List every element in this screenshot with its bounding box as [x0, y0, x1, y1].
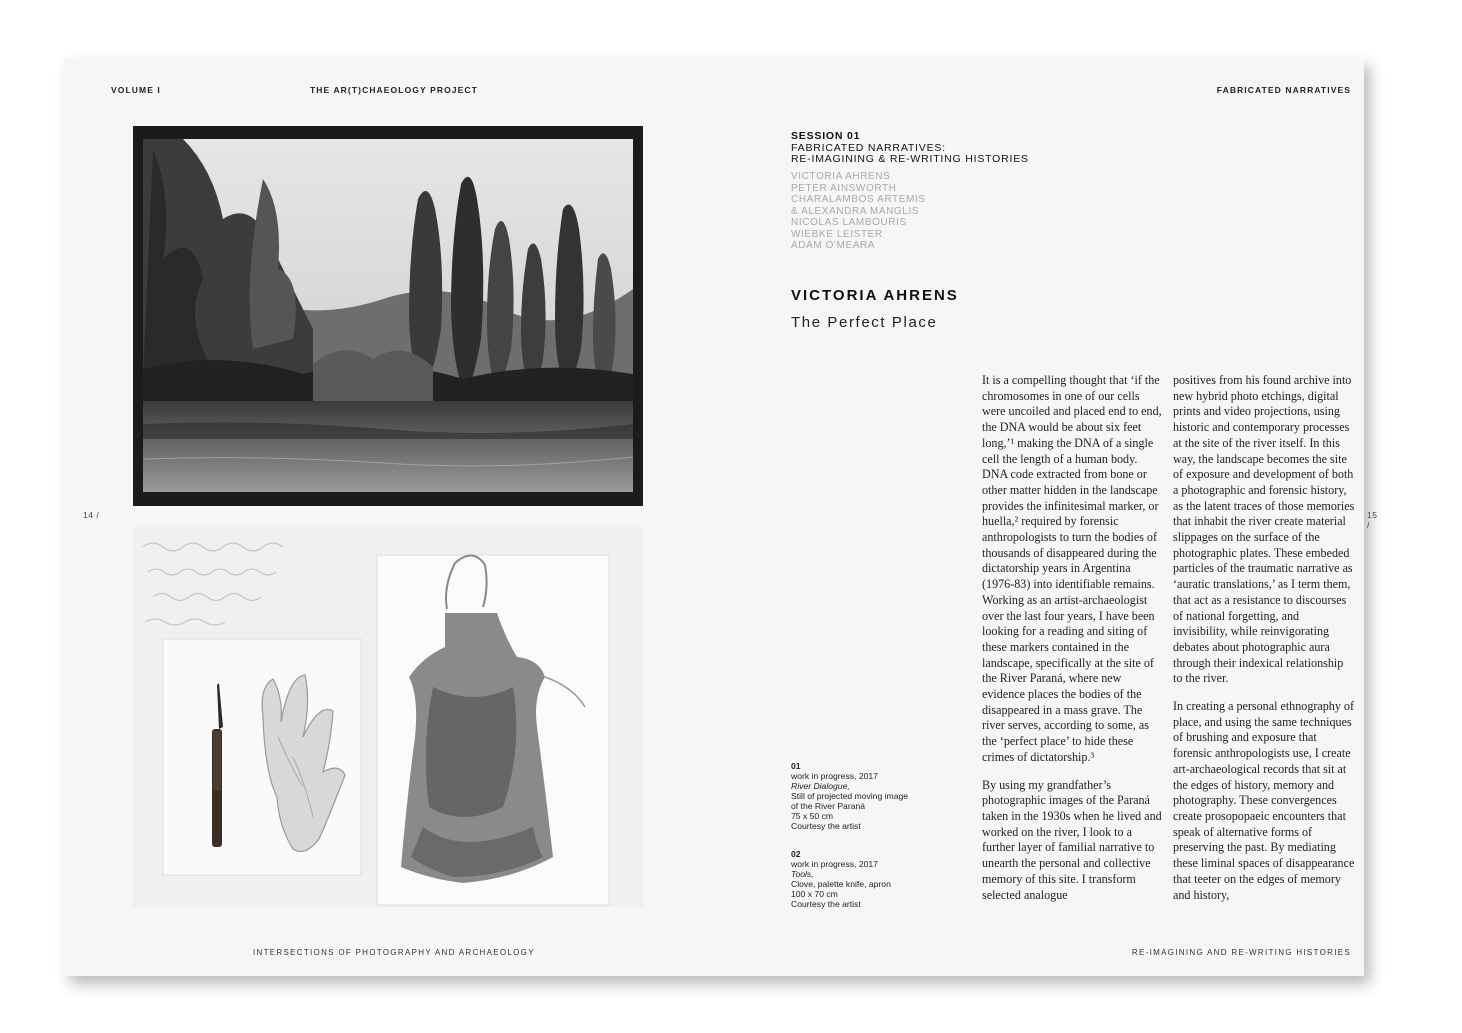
caption-line: 100 x 70 cm — [791, 889, 838, 899]
photo-river-landscape — [133, 126, 643, 506]
running-head-project: THE AR(T)CHAEOLOGY PROJECT — [310, 85, 478, 95]
body-paragraph: It is a compelling thought that ‘if the chromosomes in one of our cells were uncoiled and placed end to end, the DNA would be about six feet long,’¹ making the DNA of a single cell the length of a human body. DNA code extracted from bone or other matter hidden in the landscape provides the infinitesimal marker, or huella,² required by forensic anthropologists to turn the bodies of thousands of disappeared during the dictatorship years in Argentina (1976-83) into identifiable remains. Working as an artist-archaeologist over the last four years, I have been looking for a reading and siting of these markers contained in the landscape, specifically at the site of the River Paraná, where new evidence places the bodies of the disappeared in a mass grave. The river serves, according to some, as the ‘perfect place’ to hide these crimes of dictatorship.³ — [982, 373, 1162, 764]
session-author: NICOLAS LAMBOURIS — [791, 217, 907, 228]
running-foot-left: INTERSECTIONS OF PHOTOGRAPHY AND ARCHAEOLOGY — [253, 948, 535, 957]
body-paragraph: In creating a personal ethnography of place, and using the same techniques of brushing and exposure that forensic anthropologists use, I create art-archaeological records that sit at the edges of history, memory and photography. These convergences create prosopopaeic encounters that speak of alternative forms of preserving the past. By mediating these liminal spaces of disappearance that teeter on the edges of memory and history, — [1173, 699, 1355, 902]
tools-image — [133, 527, 643, 907]
body-column-2 — [1173, 373, 1355, 915]
session-title-line1: FABRICATED NARRATIVES: — [791, 141, 946, 154]
caption-01 — [791, 761, 951, 831]
caption-line: work in progress, 2017 — [791, 859, 878, 869]
caption-line: Clove, palette knife, apron — [791, 879, 891, 889]
session-author: WIEBKE LEISTER — [791, 228, 883, 240]
session-authors-list — [791, 171, 926, 252]
body-paragraph: positives from his found archive into new hybrid photo etchings, digital prints and video projections, using historic and contemporary processes at the site of the river itself. In this way, the landscape becomes the site of exposure and development of both a photographic and forensic history, as the latent traces of those memories that inhabit the river create material slippages on the surface of the photographic plates. These embeded particles of the traumatic narrative as ‘auratic translations,’ as I term them, that act as a resistance to discourses of national forgetting, and invisibility, while reinvigorating debates about photographic aura through their indexical relationship to the river. — [1173, 373, 1355, 686]
caption-line: Still of projected moving image — [791, 791, 909, 801]
caption-02 — [791, 849, 951, 909]
running-foot-right: RE-IMAGINING AND RE-WRITING HISTORIES — [1131, 948, 1351, 957]
page-number-right: 15 / — [1367, 510, 1378, 530]
caption-work-title: Tools, — [791, 869, 814, 879]
river-landscape-image — [143, 139, 633, 492]
session-author: VICTORIA AHRENS — [791, 171, 891, 182]
running-head-volume: VOLUME I — [111, 85, 161, 95]
caption-line: work in progress, 2017 — [791, 771, 878, 781]
article-author: VICTORIA AHRENS — [791, 287, 959, 304]
caption-line: Courtesy the artist — [791, 821, 861, 831]
body-paragraph: By using my grandfather’s photographic images of the Paraná taken in the 1930s when he lived and worked on the river, I look to a further layer of familial narrative to unearth the personal and collective memory of this site. I transform selected analogue — [982, 777, 1162, 902]
running-head-section: FABRICATED NARRATIVES — [1216, 85, 1351, 95]
article-title: The Perfect Place — [791, 314, 938, 331]
session-author: & ALEXANDRA MANGLIS — [791, 205, 920, 217]
session-author: ADAM O'MEARA — [791, 240, 876, 251]
session-author: CHARALAMBOS ARTEMIS — [791, 194, 926, 205]
book-spread — [64, 58, 1378, 976]
session-block — [791, 131, 1029, 166]
caption-work-title: River Dialogue, — [791, 781, 850, 791]
caption-line: 75 x 50 cm — [791, 811, 834, 821]
caption-number: 02 — [791, 849, 801, 859]
body-column-1 — [982, 373, 1164, 915]
session-author: PETER AINSWORTH — [791, 182, 897, 194]
caption-number: 01 — [791, 761, 801, 771]
page-number-left: 14 / — [83, 510, 100, 520]
caption-line: Courtesy the artist — [791, 899, 861, 909]
session-title-line2: RE-IMAGINING & RE-WRITING HISTORIES — [791, 153, 1029, 165]
session-label: SESSION 01 — [791, 130, 861, 142]
image-captions — [791, 761, 951, 927]
photo-tools — [133, 527, 643, 907]
caption-line: of the River Paraná — [791, 801, 866, 811]
